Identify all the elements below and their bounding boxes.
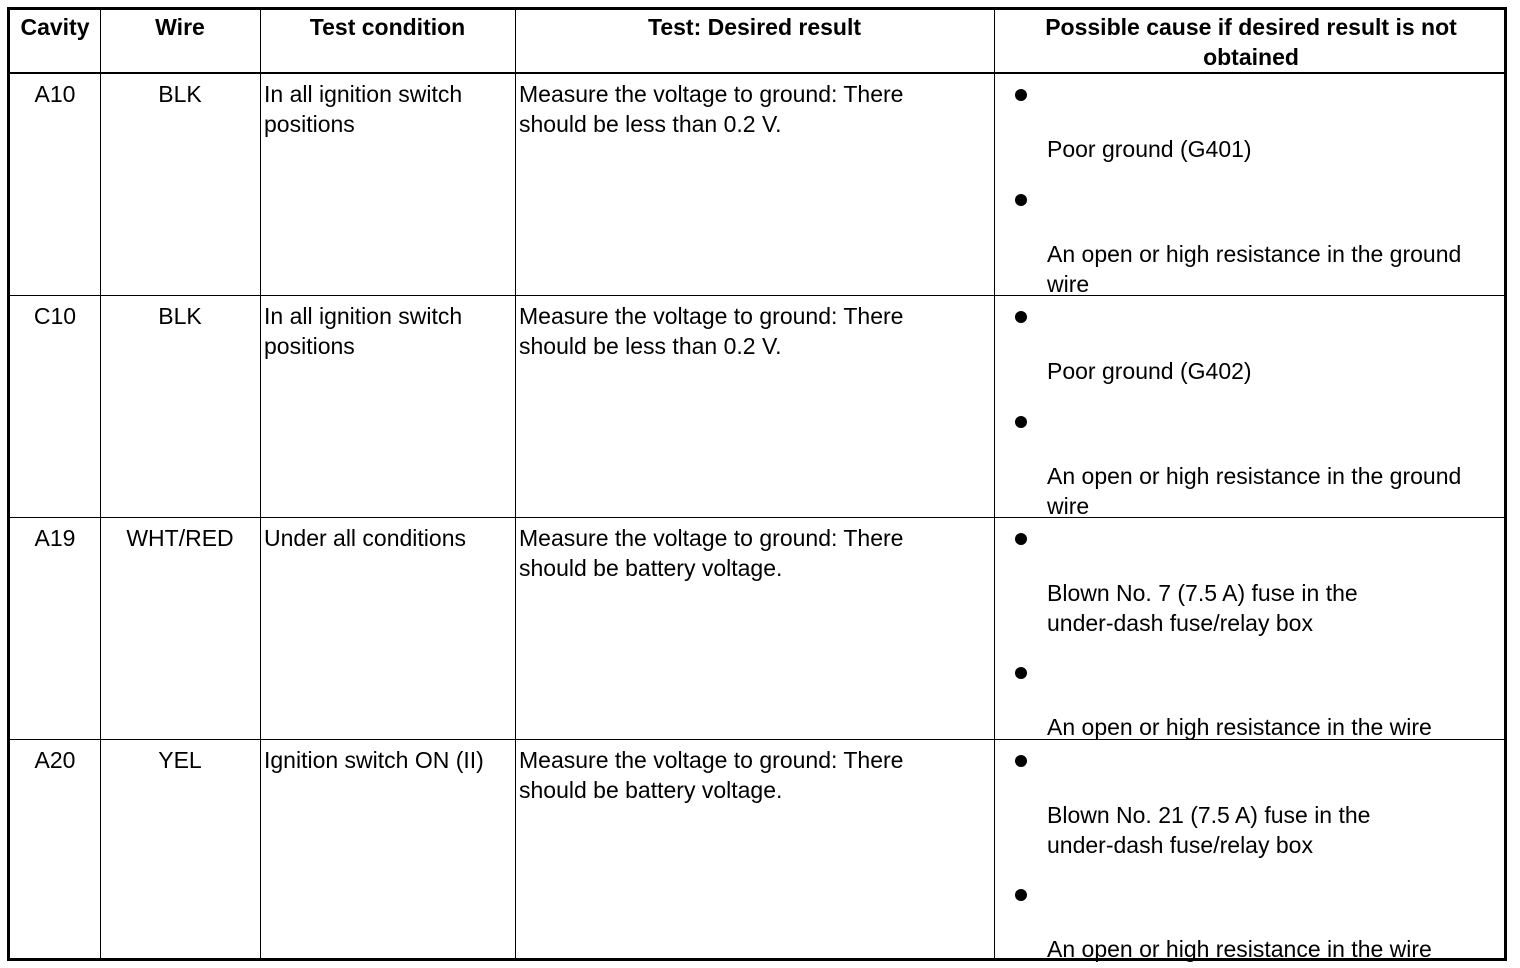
desired-result-cell: Measure the voltage to ground: There should be battery voltage.	[519, 747, 904, 803]
test-condition-cell: In all ignition switch positions	[264, 81, 463, 137]
cavity-cell: A19	[34, 525, 76, 551]
bullet-icon	[1015, 889, 1027, 901]
column-divider	[515, 10, 516, 958]
diagnostic-table	[7, 7, 1507, 961]
bullet-icon	[1015, 311, 1027, 323]
cavity-cell: A10	[34, 81, 76, 107]
bullet-icon	[1015, 755, 1027, 767]
column-divider	[100, 10, 101, 958]
wire-cell: BLK	[158, 303, 202, 329]
cause-item: An open or high resistance in the wire	[1047, 714, 1432, 740]
cause-item: Poor ground (G402)	[1047, 358, 1252, 384]
bullet-icon	[1015, 194, 1027, 206]
cause-item: An open or high resistance in the ground wire	[1047, 463, 1462, 519]
bullet-icon	[1015, 416, 1027, 428]
header-cavity: Cavity	[20, 14, 90, 40]
bullet-icon	[1015, 89, 1027, 101]
cause-item: Blown No. 7 (7.5 A) fuse in the under-dash fuse/relay box	[1047, 580, 1358, 636]
bullet-icon	[1015, 533, 1027, 545]
bullet-icon	[1015, 667, 1027, 679]
column-divider	[260, 10, 261, 958]
wire-cell: BLK	[158, 81, 202, 107]
wire-cell: WHT/RED	[126, 525, 234, 551]
test-condition-cell: Ignition switch ON (II)	[264, 747, 484, 773]
cause-item: Poor ground (G401)	[1047, 136, 1252, 162]
header-possible-cause: Possible cause if desired result is not obtained	[1045, 14, 1457, 70]
cavity-cell: C10	[33, 303, 77, 329]
test-condition-cell: In all ignition switch positions	[264, 303, 463, 359]
cause-item: An open or high resistance in the ground wire	[1047, 241, 1462, 297]
cavity-cell: A20	[34, 747, 76, 773]
desired-result-cell: Measure the voltage to ground: There should be less than 0.2 V.	[519, 81, 904, 137]
cause-item: An open or high resistance in the wire	[1047, 936, 1432, 962]
desired-result-cell: Measure the voltage to ground: There should be less than 0.2 V.	[519, 303, 904, 359]
header-wire: Wire	[155, 14, 205, 40]
desired-result-cell: Measure the voltage to ground: There should be battery voltage.	[519, 525, 904, 581]
wire-cell: YEL	[158, 747, 202, 773]
test-condition-cell: Under all conditions	[264, 525, 467, 551]
header-test-condition: Test condition	[309, 14, 466, 40]
header-divider	[10, 72, 1504, 74]
cause-item: Blown No. 21 (7.5 A) fuse in the under-dash fuse/relay box	[1047, 802, 1371, 858]
header-desired-result: Test: Desired result	[647, 14, 862, 40]
column-divider	[994, 10, 995, 958]
